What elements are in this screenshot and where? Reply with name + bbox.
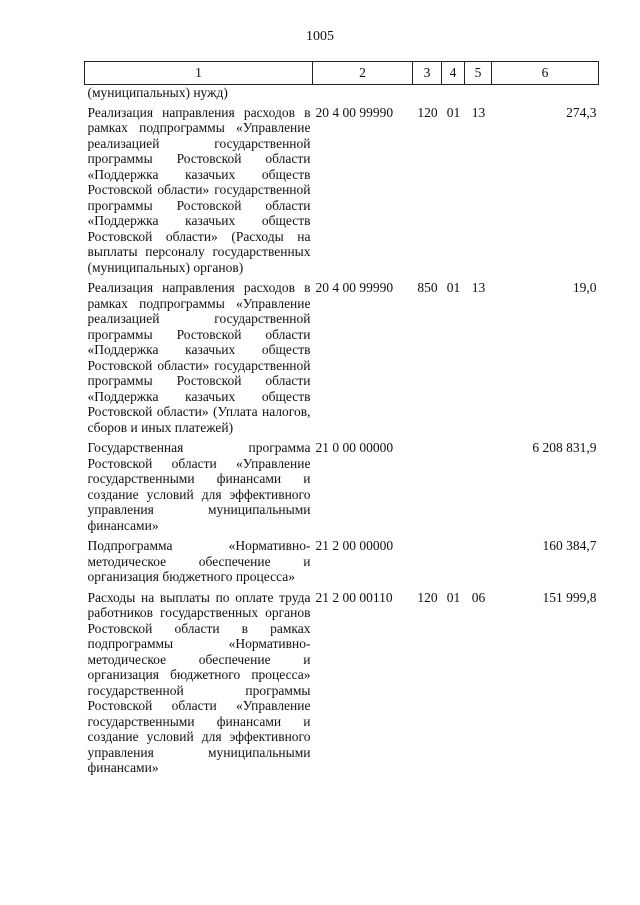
row-subsection: 06	[471, 589, 486, 605]
row-amount: 19,0	[572, 280, 597, 295]
continuation-row	[85, 85, 599, 105]
header-col-2: 2	[313, 62, 413, 85]
row-target-code: 21 0 00 00000	[315, 440, 394, 455]
row-expense-type: 120	[417, 589, 438, 605]
row-expense-type	[413, 538, 442, 590]
row-expense-type	[413, 440, 442, 538]
table-row	[85, 538, 599, 590]
table-row	[85, 105, 599, 281]
row-section: 01	[446, 589, 461, 605]
table-row	[85, 440, 599, 538]
row-subsection	[465, 440, 492, 538]
header-col-6: 6	[492, 62, 599, 85]
row-section	[442, 538, 465, 590]
row-amount: 160 384,7	[542, 538, 597, 553]
row-description: Государственная программа Ростовской области «Управление государственными финансами и создание условий для эффективного управления муниципальными финансами»	[87, 440, 311, 533]
row-section	[442, 440, 465, 538]
row-description: Подпрограмма «Нормативно-методическое обеспечение и организация бюджетного процесса»	[87, 538, 311, 584]
row-subsection: 13	[471, 104, 486, 120]
row-description: Расходы на выплаты по оплате труда работников государственных органов Ростовской области в рамках подпрограммы «Нормативно-методическое обеспечение и организация бюджетного процесса» государственной программы Ростовской области «Управление государственными финансами и создание условий для эффективного управления муниципальными финансами»	[87, 589, 311, 775]
row-subsection: 13	[471, 280, 486, 295]
row-target-code: 21 2 00 00000	[315, 538, 394, 553]
table-row	[85, 590, 599, 781]
page-number: 1005	[306, 29, 334, 44]
row-expense-type: 850	[417, 280, 438, 295]
row-subsection	[465, 538, 492, 590]
header-col-1: 1	[85, 62, 313, 85]
row-amount: 151 999,8	[542, 589, 597, 605]
header-col-4: 4	[442, 62, 465, 85]
row-description: Реализация направления расходов в рамках подпрограммы «Управление реализацией государственной программы Ростовской области «Поддержка казачьих обществ Ростовской области» государственной программы Ростовской области «Поддержка казачьих обществ Ростовской области» (Уплата налогов, сборов и иных платежей)	[87, 280, 311, 435]
budget-table	[84, 61, 599, 781]
row-expense-type: 120	[417, 104, 438, 120]
header-col-3: 3	[413, 62, 442, 85]
row-description: Реализация направления расходов в рамках подпрограммы «Управление реализацией государственной программы Ростовской области «Поддержка казачьих обществ Ростовской области» государственной программы Ростовской области «Поддержка казачьих обществ Ростовской области» (Расходы на выплаты персоналу государственных (муниципальных) органов)	[87, 104, 311, 275]
row-amount: 274,3	[566, 104, 597, 120]
row-section: 01	[446, 280, 461, 295]
row-section: 01	[446, 104, 461, 120]
row-target-code: 20 4 00 99990	[315, 104, 394, 120]
header-row	[85, 62, 599, 85]
continuation-text: (муниципальных) нужд)	[87, 85, 228, 100]
row-target-code: 20 4 00 99990	[315, 280, 394, 295]
row-target-code: 21 2 00 00110	[315, 589, 393, 605]
header-col-5: 5	[465, 62, 492, 85]
row-amount: 6 208 831,9	[532, 440, 597, 455]
table-row	[85, 280, 599, 440]
